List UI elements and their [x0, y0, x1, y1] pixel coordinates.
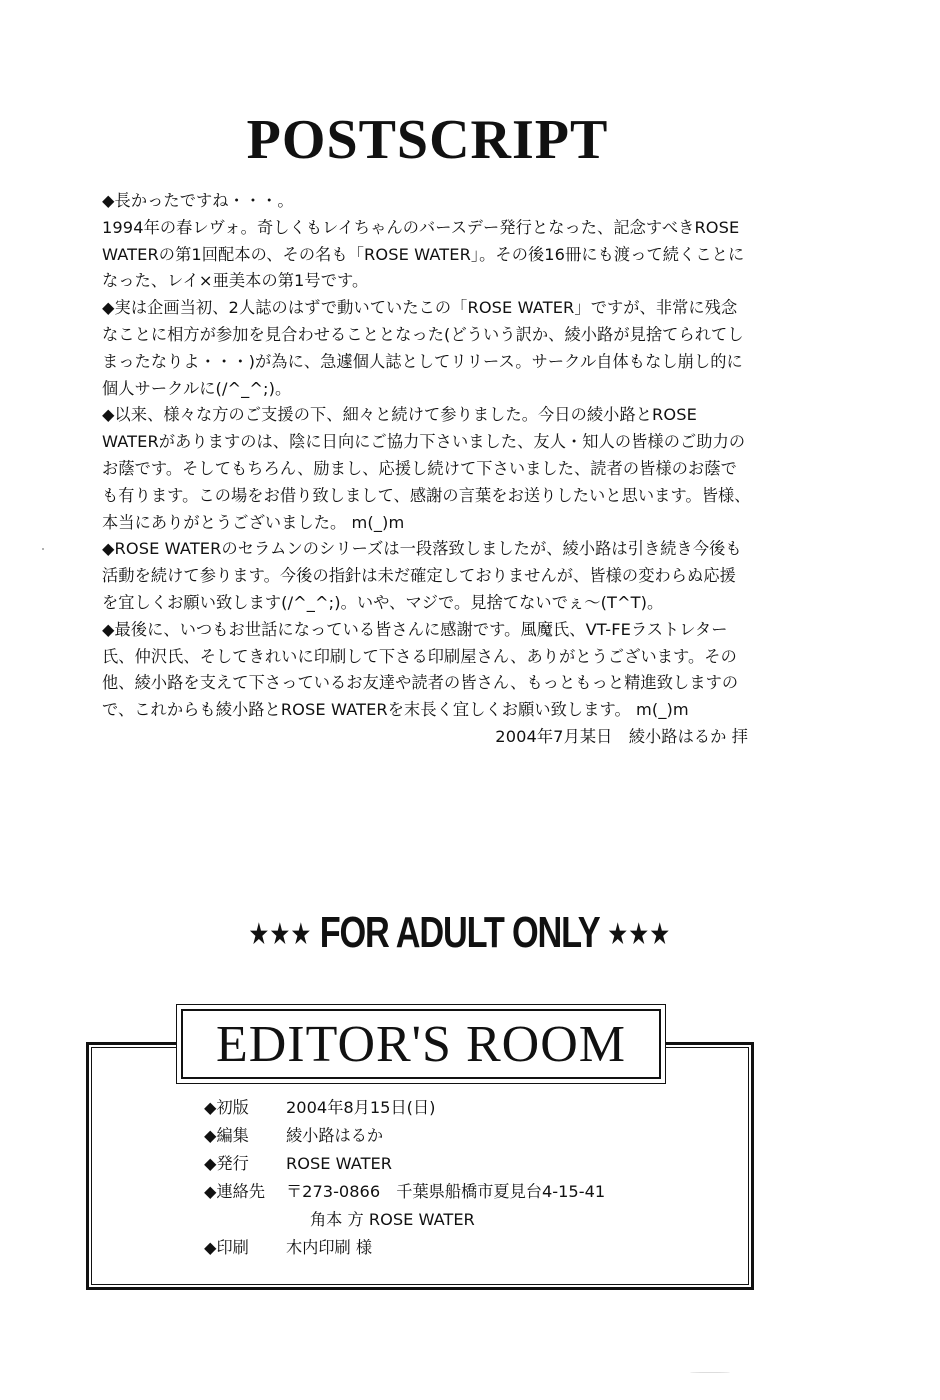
- postscript-signature: 2004年7月某日 綾小路はるか 拝: [495, 726, 748, 746]
- detail-value: 木内印刷 様: [286, 1238, 373, 1257]
- detail-label: ◆編集: [204, 1126, 249, 1145]
- detail-label: ◆印刷: [204, 1238, 249, 1257]
- scan-speck: [690, 1372, 730, 1373]
- detail-value: 角本 方 ROSE WATER: [310, 1210, 475, 1229]
- postscript-body: [102, 188, 752, 751]
- postscript-title: POSTSCRIPT: [246, 109, 609, 171]
- detail-row-contact-continued: [204, 1206, 724, 1234]
- star-icons-left: ★★★: [248, 918, 312, 951]
- detail-label: ◆初版: [204, 1098, 249, 1117]
- postscript-paragraph: ◆最後に、いつもお世話になっている皆さんに感謝です。風魔氏、VT-FEラストレター氏、仲沢氏、そしてきれいに印刷して下さる印刷屋さん、ありがとうございます。その他、綾小路を支えて下さっているお友達や読者の皆さん、もっともっと精進致しますので、これからも綾小路とROSE WATERを末長く宜しくお願い致します。 m(_)m: [102, 619, 739, 720]
- postscript-paragraph: ◆以来、様々な方のご支援の下、細々と続けて参りました。今日の綾小路とROSE WATERがありますのは、陰に日向にご協力下さいました、友人・知人の皆様のご助力のお蔭です。そしてもちろん、励まし、応援し続けて下さいました、読者の皆様のお蔭でも有ります。この場をお借り致しまして、感謝の言葉をお送りしたいと思います。皆様、本当にありがとうございました。 m(_)m: [102, 405, 751, 532]
- detail-row-printer: [204, 1234, 724, 1262]
- editors-room-title: EDITOR'S ROOM: [215, 1015, 626, 1073]
- detail-row-first-edition: [204, 1094, 724, 1122]
- detail-value: 綾小路はるか: [286, 1126, 384, 1145]
- postscript-paragraph: ◆実は企画当初、2人誌のはずで動いていたこの「ROSE WATER」ですが、非常に残念なことに相方が参加を見合わせることとなった(どういう訳か、綾小路が見捨てられてしまったなりよ・・・)が為に、急遽個人誌としてリリース。サークル自体もなし崩し的に個人サークルに(/^_^;)。: [102, 298, 744, 398]
- star-icons-right: ★★★: [607, 918, 671, 951]
- postscript-paragraph: ◆ROSE WATERのセラムンのシリーズは一段落致しましたが、綾小路は引き続き今後も活動を続けて参ります。今後の指針は未だ確定しておりませんが、皆様の変わらぬ応援を宜しくお願い致します(/^_^;)。いや、マジで。見捨てないでぇ～(T^T)。: [102, 539, 742, 612]
- detail-row-editor: [204, 1122, 724, 1150]
- adult-notice-text: FOR ADULT ONLY: [319, 908, 599, 957]
- editors-room-details: [204, 1094, 724, 1262]
- adult-notice: [248, 908, 671, 960]
- detail-label: ◆連絡先: [204, 1182, 266, 1201]
- detail-value: 2004年8月15日(日): [286, 1098, 436, 1117]
- detail-label: [204, 1206, 286, 1234]
- editors-room-title-box: [176, 1004, 666, 1084]
- detail-value: ROSE WATER: [286, 1154, 392, 1173]
- scan-speck: [42, 548, 44, 550]
- detail-label: ◆発行: [204, 1154, 249, 1173]
- detail-row-publisher: [204, 1150, 724, 1178]
- detail-value: 〒273-0866 千葉県船橋市夏見台4-15-41: [286, 1182, 606, 1201]
- postscript-paragraph: 1994年の春レヴォ。奇しくもレイちゃんのバースデー発行となった、記念すべきROSE WATERの第1回配本の、その名も「ROSE WATER」。その後16冊にも渡って続くことになった、レイ×亜美本の第1号です。: [102, 217, 745, 291]
- postscript-paragraph: ◆長かったですね・・・。: [102, 191, 294, 210]
- detail-row-contact: [204, 1178, 724, 1206]
